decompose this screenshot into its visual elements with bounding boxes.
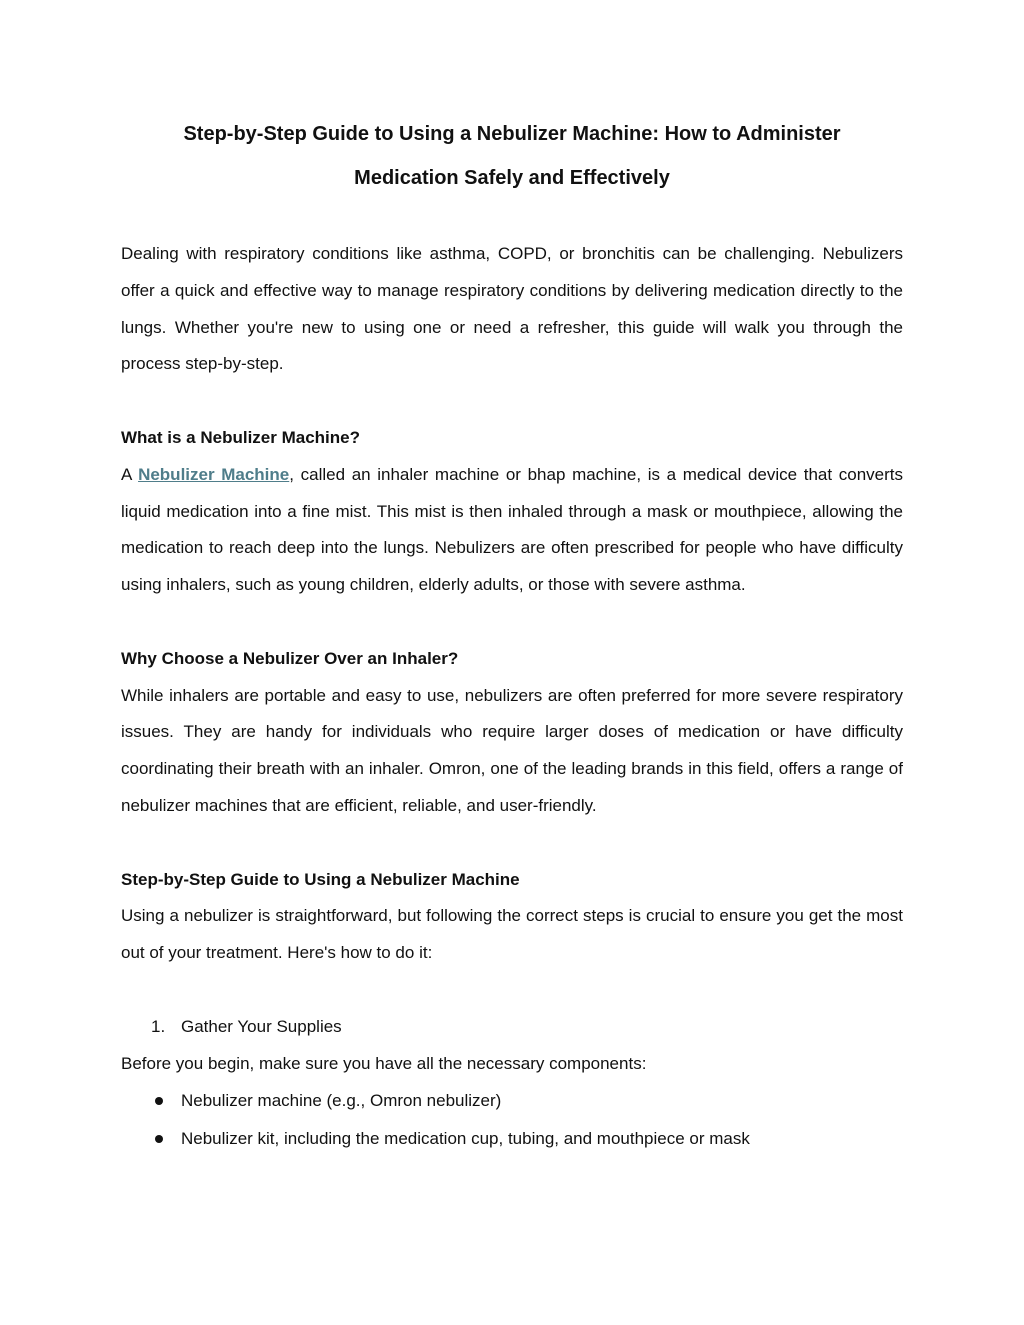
why-choose-paragraph: While inhalers are portable and easy to use, nebulizers are often preferred for more severe respiratory issues. They are handy for individuals who require larger doses of medication or have difficulty coordinating their breath with an inhaler. Omron, one of the leading brands in this field, offers a range of nebulizer machines that are efficient, reliable, and user-friendly.: [121, 685, 903, 815]
bullet-icon: [155, 1135, 163, 1143]
list-item: [121, 1120, 903, 1158]
supplies-intro: Before you begin, make sure you have all the necessary components:: [121, 1053, 647, 1073]
nebulizer-machine-link[interactable]: Nebulizer Machine: [138, 464, 290, 484]
step-label: Gather Your Supplies: [181, 1016, 342, 1036]
bullet-icon: [155, 1097, 163, 1105]
what-is-body: , called an inhaler machine or bhap machine, is a medical device that converts liquid medication into a fine mist. This mist is then inhaled through a mask or mouthpiece, allowing the medication to reach deep into the lungs. Nebulizers are often prescribed for people who have difficulty using inhalers, such as young children, elderly adults, or those with severe asthma.: [121, 464, 903, 595]
document-page: [121, 112, 903, 1157]
section-heading-why-choose: Why Choose a Nebulizer Over an Inhaler?: [121, 648, 459, 668]
supplies-list: [121, 1082, 903, 1157]
what-is-paragraph: [121, 457, 903, 604]
step-guide-paragraph: Using a nebulizer is straightforward, but following the correct steps is crucial to ensure you get the most out of your treatment. Here's how to do it:: [121, 906, 903, 963]
list-item: [121, 1082, 903, 1120]
steps-list: [121, 1009, 903, 1046]
page-title: [121, 112, 903, 200]
supply-item-label: Nebulizer kit, including the medication cup, tubing, and mouthpiece or mask: [181, 1128, 750, 1148]
intro-paragraph: Dealing with respiratory conditions like asthma, COPD, or bronchitis can be challenging. Nebulizers offer a quick and effective way to manage respiratory conditions by delivering medication directly to the lungs. Whether you're new to using one or need a refresher, this guide will walk you through the process step-by-step.: [121, 244, 903, 374]
title-line-2: Medication Safely and Effectively: [354, 167, 670, 189]
section-heading-what-is: What is a Nebulizer Machine?: [121, 427, 360, 447]
supply-item-label: Nebulizer machine (e.g., Omron nebulizer): [181, 1091, 502, 1111]
title-line-1: Step-by-Step Guide to Using a Nebulizer Machine: How to Administer: [183, 123, 841, 145]
list-item: [121, 1009, 903, 1046]
section-heading-step-guide: Step-by-Step Guide to Using a Nebulizer Machine: [121, 869, 520, 889]
step-number: 1.: [151, 1016, 166, 1036]
what-is-prefix: A: [121, 464, 139, 484]
